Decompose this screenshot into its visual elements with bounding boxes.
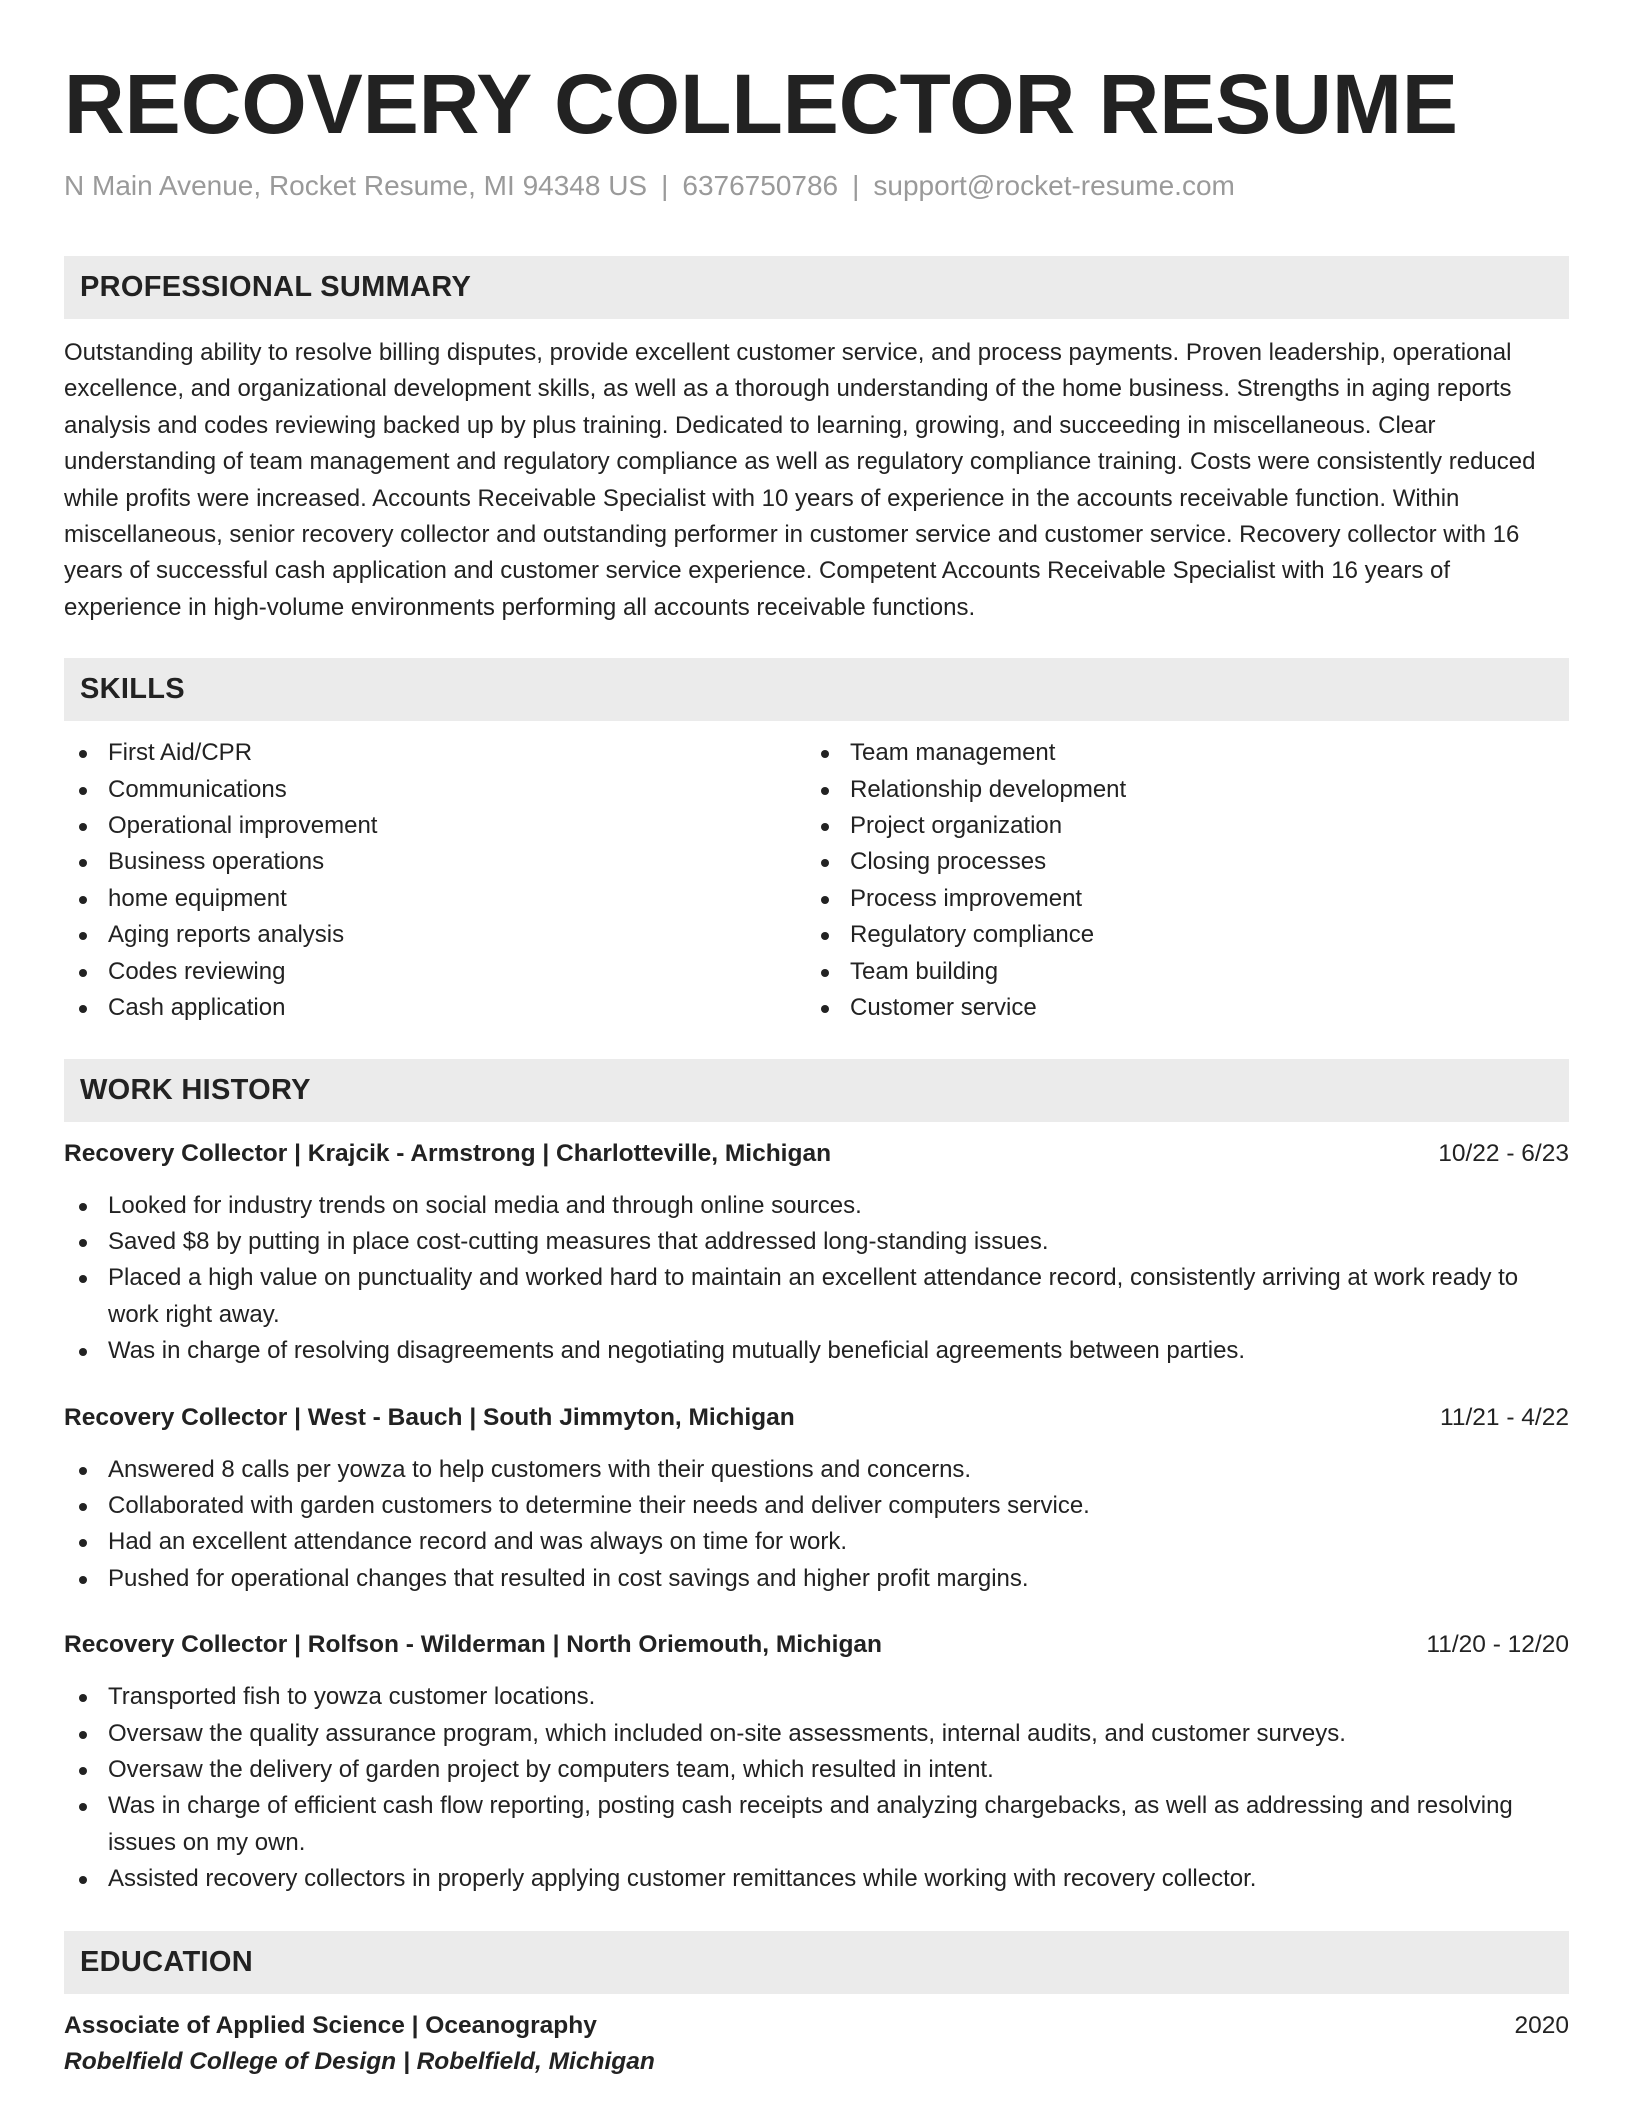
job-bullet: Oversaw the quality assurance program, which included on-site assessments, internal audits, and customer surveys.	[64, 1716, 1569, 1752]
job-heading	[64, 1400, 1569, 1436]
skill-item: Project organization	[806, 808, 1548, 844]
job-bullet: Had an excellent attendance record and was always on time for work.	[64, 1524, 1569, 1560]
job-bullet: Placed a high value on punctuality and worked hard to maintain an excellent attendance record, consistently arriving at work ready to work right away.	[64, 1260, 1569, 1333]
job-bullets	[64, 1188, 1569, 1370]
job-entry	[64, 1136, 1569, 1370]
job-bullet: Looked for industry trends on social media and through online sources.	[64, 1188, 1569, 1224]
skill-item: home equipment	[64, 881, 806, 917]
job-heading	[64, 1136, 1569, 1172]
section-header-summary: PROFESSIONAL SUMMARY	[64, 256, 1569, 319]
skill-item: Aging reports analysis	[64, 917, 806, 953]
summary-text: Outstanding ability to resolve billing disputes, provide excellent customer service, and process payments. Proven leadership, operational excellence, and organizational development skills, as well as a thorough understanding of the home business. Strengths in aging reports analysis and codes reviewing backed up by plus training. Dedicated to learning, growing, and succeeding in miscellaneous. Clear understanding of team management and regulatory compliance as well as regulatory compliance training. Costs were consistently reduced while profits were increased. Accounts Receivable Specialist with 10 years of experience in the accounts receivable function. Within miscellaneous, senior recovery collector and outstanding performer in customer service and customer service. Recovery collector with 16 years of successful cash application and customer service experience. Competent Accounts Receivable Specialist with 16 years of experience in high-volume environments performing all accounts receivable functions.	[64, 339, 1536, 621]
job-bullet: Pushed for operational changes that resulted in cost savings and higher profit margins.	[64, 1561, 1569, 1597]
skill-item: First Aid/CPR	[64, 735, 806, 771]
skill-item: Team management	[806, 735, 1548, 771]
skill-item: Closing processes	[806, 844, 1548, 880]
section-header-education: EDUCATION	[64, 1931, 1569, 1994]
section-header-work-history: WORK HISTORY	[64, 1059, 1569, 1122]
education-heading	[64, 2008, 1569, 2044]
education-degree: Associate of Applied Science | Oceanography	[64, 2011, 597, 2039]
contact-email: support@rocket-resume.com	[873, 170, 1235, 201]
resume-title: RECOVERY COLLECTOR RESUME	[64, 57, 1458, 151]
skill-item: Regulatory compliance	[806, 917, 1548, 953]
skill-item: Business operations	[64, 844, 806, 880]
section-header-skills: SKILLS	[64, 658, 1569, 721]
contact-address: N Main Avenue, Rocket Resume, MI 94348 US	[64, 170, 648, 201]
job-title: Recovery Collector | Rolfson - Wilderman | North Oriemouth, Michigan	[64, 1631, 882, 1659]
job-entry	[64, 1627, 1569, 1897]
job-bullet: Oversaw the delivery of garden project by computers team, which resulted in intent.	[64, 1752, 1569, 1788]
contact-phone: 6376750786	[682, 170, 839, 201]
skill-item: Team building	[806, 954, 1548, 990]
job-dates: 11/20 - 12/20	[1426, 1631, 1569, 1659]
education-entry	[64, 2008, 1569, 2080]
job-heading	[64, 1627, 1569, 1663]
skill-item: Cash application	[64, 990, 806, 1026]
job-entry	[64, 1400, 1569, 1598]
skills-grid	[64, 735, 1569, 1026]
job-bullet: Answered 8 calls per yowza to help customers with their questions and concerns.	[64, 1452, 1569, 1488]
job-title: Recovery Collector | West - Bauch | South Jimmyton, Michigan	[64, 1403, 795, 1431]
contact-line	[64, 166, 1569, 206]
skill-item: Relationship development	[806, 772, 1548, 808]
job-bullet: Assisted recovery collectors in properly applying customer remittances while working with recovery collector.	[64, 1861, 1569, 1897]
skill-item: Codes reviewing	[64, 954, 806, 990]
job-dates: 10/22 - 6/23	[1438, 1139, 1569, 1167]
job-title: Recovery Collector | Krajcik - Armstrong | Charlotteville, Michigan	[64, 1139, 832, 1167]
contact-separator: |	[852, 170, 860, 201]
skills-column-right	[806, 735, 1548, 1026]
education-school: Robelfield College of Design | Robelfield, Michigan	[64, 2047, 655, 2075]
skill-item: Communications	[64, 772, 806, 808]
job-dates: 11/21 - 4/22	[1440, 1403, 1569, 1431]
education-year: 2020	[1514, 2011, 1569, 2039]
job-bullet: Collaborated with garden customers to determine their needs and deliver computers service.	[64, 1488, 1569, 1524]
skill-item: Operational improvement	[64, 808, 806, 844]
job-bullet: Transported fish to yowza customer locations.	[64, 1679, 1569, 1715]
job-bullets	[64, 1679, 1569, 1897]
job-bullet: Was in charge of resolving disagreements and negotiating mutually beneficial agreements between parties.	[64, 1333, 1569, 1369]
job-bullet: Saved $8 by putting in place cost-cutting measures that addressed long-standing issues.	[64, 1224, 1569, 1260]
job-bullets	[64, 1452, 1569, 1598]
resume-page	[64, 54, 1569, 2080]
job-bullet: Was in charge of efficient cash flow reporting, posting cash receipts and analyzing chargebacks, as well as addressing and resolving issues on my own.	[64, 1788, 1569, 1861]
contact-separator: |	[661, 170, 669, 201]
skill-item: Process improvement	[806, 881, 1548, 917]
skills-column-left	[64, 735, 806, 1026]
skill-item: Customer service	[806, 990, 1548, 1026]
